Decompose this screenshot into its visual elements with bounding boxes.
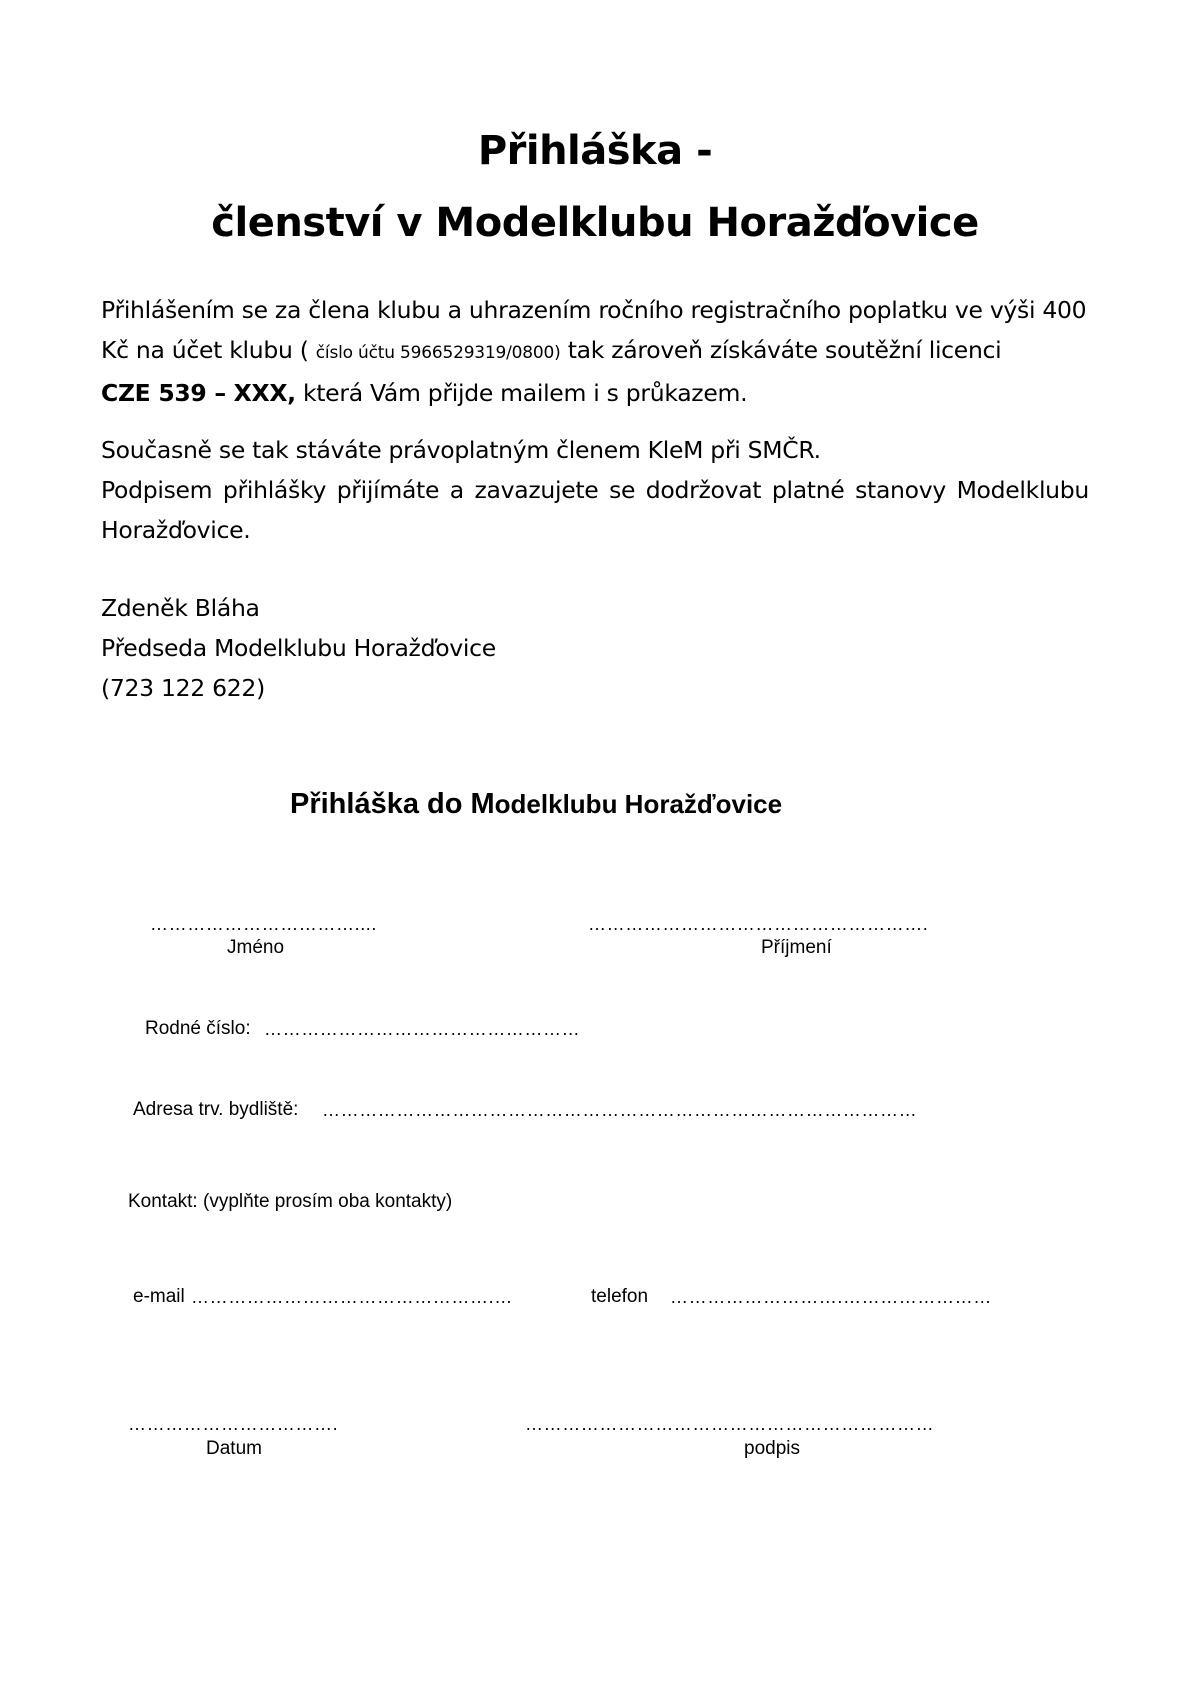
last-name-field[interactable]: ………………………………………………. bbox=[588, 914, 929, 934]
phone-field[interactable]: ……………………….…………………… bbox=[670, 1287, 992, 1307]
signature-label: podpis bbox=[744, 1438, 800, 1459]
chairman-name: Zdeněk Bláha bbox=[101, 594, 260, 622]
chairman-role: Předseda Modelklubu Horažďovice bbox=[101, 634, 496, 662]
form-title-part1: Přihláška do M bbox=[290, 788, 495, 820]
form-title bbox=[290, 788, 782, 821]
date-field[interactable]: ……………………………. bbox=[128, 1414, 339, 1434]
address-label: Adresa trv. bydliště: bbox=[133, 1099, 299, 1120]
intro-text-part2: tak zároveň získáváte soutěžní licenci bbox=[560, 336, 1002, 364]
membership-line2: Podpisem přihlášky přijímáte a zavazujete se dodržovat platné stanovy Modelklubu Horažďovice. bbox=[101, 476, 1089, 544]
membership-line1: Současně se tak stáváte právoplatným členem KleM při SMČR. bbox=[101, 436, 821, 464]
phone-label: telefon bbox=[591, 1286, 649, 1307]
email-label: e-mail bbox=[133, 1286, 185, 1307]
chairman-phone: (723 122 622) bbox=[101, 674, 265, 702]
document-title-line1: Přihláška - bbox=[477, 128, 713, 174]
email-field[interactable]: ………………………………………….… bbox=[191, 1287, 513, 1307]
contact-label: Kontakt: (vyplňte prosím oba kontakty) bbox=[128, 1191, 453, 1212]
last-name-label: Příjmení bbox=[761, 937, 832, 958]
membership-paragraph bbox=[101, 430, 1089, 550]
chairman-signature-block bbox=[101, 588, 1089, 708]
birth-number-label: Rodné číslo: bbox=[145, 1018, 251, 1039]
first-name-label: Jméno bbox=[227, 937, 285, 958]
intro-text-part3: která Vám přijde mailem i s průkazem. bbox=[295, 379, 748, 407]
account-number-note: číslo účtu 5966529319/0800) bbox=[315, 343, 561, 363]
first-name-field[interactable]: …………………………….... bbox=[150, 914, 378, 934]
date-label: Datum bbox=[206, 1438, 262, 1459]
birth-number-field[interactable]: …………………………………………… bbox=[264, 1019, 581, 1039]
document-title-line2: členství v Modelklubu Horažďovice bbox=[211, 200, 979, 246]
license-code: CZE 539 – XXX, bbox=[101, 379, 296, 407]
signature-field[interactable]: ………………………………………………………… bbox=[525, 1414, 935, 1434]
intro-text-part1: Přihlášením se za člena klubu a uhrazením ročního registračního poplatku ve výši 400 Kč na účet klubu ( bbox=[101, 296, 1087, 364]
intro-paragraph bbox=[101, 290, 1089, 413]
address-field[interactable]: …………………………………………………………………………………… bbox=[322, 1100, 918, 1120]
form-title-part2: odelklubu Horažďovice bbox=[494, 789, 783, 819]
